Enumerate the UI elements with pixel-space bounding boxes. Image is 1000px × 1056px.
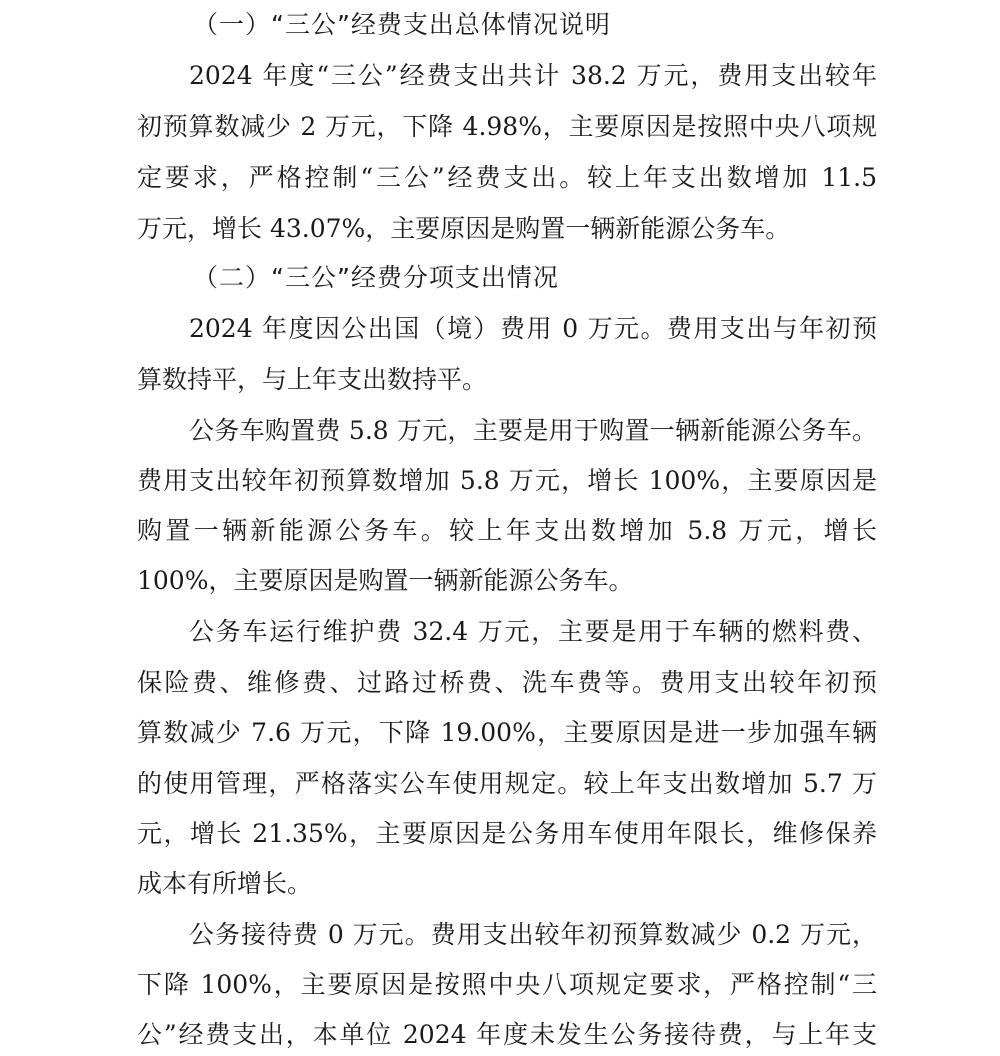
paragraph-line: 万元，增长 43.07%，主要原因是购置一辆新能源公务车。 xyxy=(137,214,791,243)
paragraph-line: 2024 年度因公出国（境）费用 0 万元。费用支出与年初预 xyxy=(189,314,877,343)
section-heading-overall: （一）“三公”经费支出总体情况说明 xyxy=(193,10,611,39)
paragraph-line: 成本有所增长。 xyxy=(137,869,313,898)
paragraph-line: 初预算数减少 2 万元，下降 4.98%，主要原因是按照中央八项规 xyxy=(137,112,877,141)
paragraph-line: 购置一辆新能源公务车。较上年支出数增加 5.8 万元，增长 xyxy=(137,516,877,545)
paragraph-line: 2024 年度“三公”经费支出共计 38.2 万元，费用支出较年 xyxy=(189,61,877,90)
paragraph-line: 下降 100%，主要原因是按照中央八项规定要求，严格控制“三 xyxy=(137,970,877,999)
paragraph-line: 100%，主要原因是购置一辆新能源公务车。 xyxy=(137,566,634,595)
paragraph-line: 保险费、维修费、过路过桥费、洗车费等。费用支出较年初预 xyxy=(137,668,877,697)
paragraph-line: 公务接待费 0 万元。费用支出较年初预算数减少 0.2 万元， xyxy=(189,920,877,949)
paragraph-line: 公务车运行维护费 32.4 万元，主要是用于车辆的燃料费、 xyxy=(189,617,877,646)
paragraph-line: 公”经费支出，本单位 2024 年度未发生公务接待费，与上年支 xyxy=(137,1020,877,1049)
paragraph-line: 的使用管理，严格落实公车使用规定。较上年支出数增加 5.7 万 xyxy=(137,769,877,798)
paragraph-line: 元，增长 21.35%，主要原因是公务用车使用年限长，维修保养 xyxy=(137,819,877,848)
paragraph-line: 算数减少 7.6 万元，下降 19.00%，主要原因是进一步加强车辆 xyxy=(137,718,877,747)
section-heading-itemized: （二）“三公”经费分项支出情况 xyxy=(193,263,559,292)
paragraph-line: 算数持平，与上年支出数持平。 xyxy=(137,365,488,394)
paragraph-line: 费用支出较年初预算数增加 5.8 万元，增长 100%，主要原因是 xyxy=(137,466,877,495)
paragraph-line: 公务车购置费 5.8 万元，主要是用于购置一辆新能源公务车。 xyxy=(189,416,877,445)
paragraph-line: 定要求，严格控制“三公”经费支出。较上年支出数增加 11.5 xyxy=(137,163,877,192)
